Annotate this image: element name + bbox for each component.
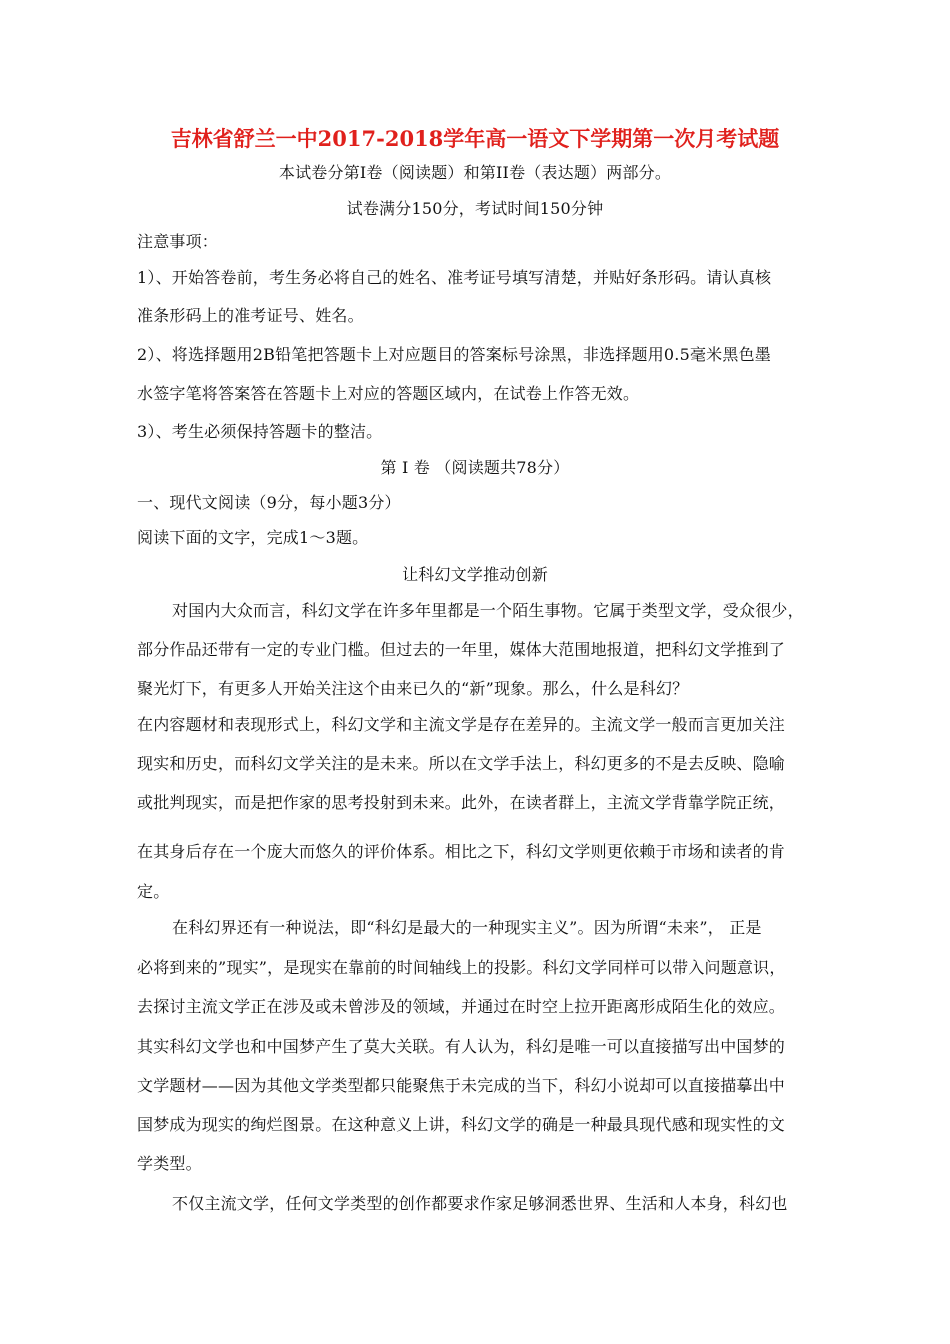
paragraph-4-line: 文学题材——因为其他文学类型都只能聚焦于未完成的当下，科幻小说却可以直接描摹出中 [137,1076,786,1095]
paragraph-5-line: 不仅主流文学，任何文学类型的创作都要求作家足够洞悉世界、生活和人本身，科幻也 [172,1194,788,1213]
part-heading: 第 I 卷 （阅读题共78分） [380,458,570,477]
paragraph-3-line: 去探讨主流文学正在涉及或未曾涉及的领域，并通过在时空上拉开距离形成陌生化的效应。 [137,997,786,1016]
intro-line: 本试卷分第I卷（阅读题）和第II卷（表达题）两部分。 [278,163,672,182]
document-title: 吉林省舒兰一中2017-2018学年高一语文下学期第一次月考试题 [170,126,780,151]
notice-item-3: 3）、考生必须保持答题卡的整洁。 [137,422,383,441]
paragraph-2-line: 在其身后存在一个庞大而悠久的评价体系。相比之下，科幻文学则更依赖于市场和读者的肯 [137,842,786,861]
notice-item-2: 2）、将选择题用2B铅笔把答题卡上对应题目的答案标号涂黑，非选择题用0.5毫米黑色墨 [137,345,771,364]
paragraph-1-line: 对国内大众而言，科幻文学在许多年里都是一个陌生事物。它属于类型文学，受众很少， [172,601,804,620]
paragraph-3-line: 在科幻界还有一种说法，即“科幻是最大的一种现实主义”。因为所谓“未来”， 正是 [172,918,762,937]
paragraph-4-line: 其实科幻文学也和中国梦产生了莫大关联。有人认为，科幻是唯一可以直接描写出中国梦的 [137,1037,786,1056]
article-title: 让科幻文学推动创新 [402,565,548,584]
paragraph-2-line: 现实和历史，而科幻文学关注的是未来。所以在文学手法上，科幻更多的不是去反映、隐喻 [137,754,786,773]
notice-item-2-continued: 水签字笔将答案答在答题卡上对应的答题区域内，在试卷上作答无效。 [137,384,640,403]
paragraph-1-line: 聚光灯下，有更多人开始关注这个由来已久的“新”现象。那么，什么是科幻？ [137,679,689,698]
paragraph-2-line: 在内容题材和表现形式上，科幻文学和主流文学是存在差异的。主流文学一般而言更加关注 [137,715,786,734]
notice-heading: 注意事项： [137,232,219,251]
reading-instruction: 阅读下面的文字，完成1～3题。 [137,528,369,547]
section-heading: 一、现代文阅读（9分，每小题3分） [137,493,401,512]
paragraph-4-line: 学类型。 [137,1154,202,1173]
paragraph-1-line: 部分作品还带有一定的专业门槛。但过去的一年里，媒体大范围地报道，把科幻文学推到了 [137,640,786,659]
notice-item-1-continued: 准条形码上的准考证号、姓名。 [137,306,364,325]
paragraph-3-line: 必将到来的”现实”，是现实在靠前的时间轴线上的投影。科幻文学同样可以带入问题意识， [137,958,786,977]
paragraph-4-line: 国梦成为现实的绚烂图景。在这种意义上讲，科幻文学的确是一种最具现代感和现实性的文 [137,1115,786,1134]
paragraph-2-line: 或批判现实，而是把作家的思考投射到未来。此外，在读者群上，主流文学背靠学院正统， [137,793,786,812]
exam-duration-line: 试卷满分150分，考试时间150分钟 [346,199,604,218]
paragraph-2-line: 定。 [137,882,170,901]
notice-item-1: 1）、开始答卷前，考生务必将自己的姓名、准考证号填写清楚，并贴好条形码。请认真核 [137,268,772,287]
